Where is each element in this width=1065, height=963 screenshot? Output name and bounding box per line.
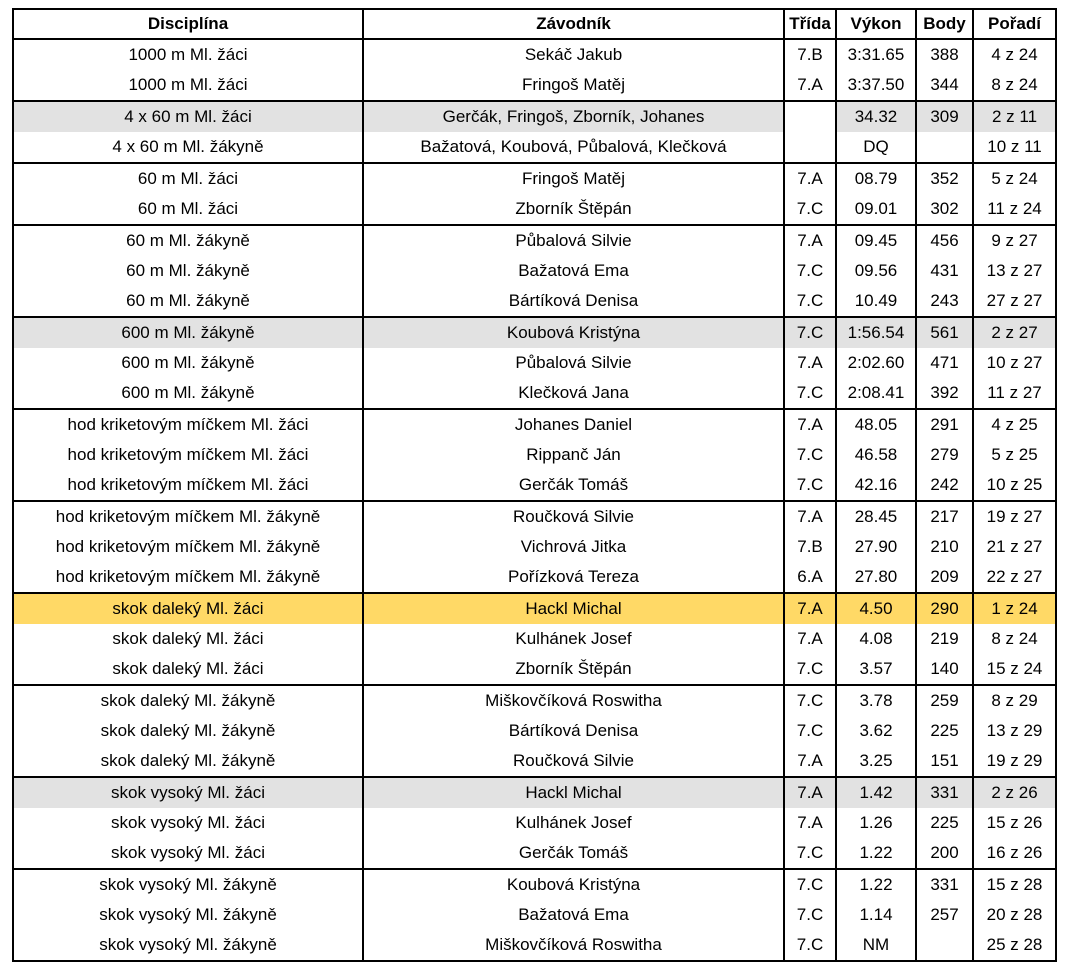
cell-points: 279 <box>916 440 973 470</box>
cell-performance: 42.16 <box>836 470 916 501</box>
cell-rank: 20 z 28 <box>973 900 1056 930</box>
cell-performance: 1:56.54 <box>836 317 916 348</box>
cell-rank: 2 z 26 <box>973 777 1056 808</box>
table-header <box>13 9 1056 39</box>
cell-points <box>916 930 973 961</box>
cell-performance: 1.22 <box>836 869 916 900</box>
cell-points: 456 <box>916 225 973 256</box>
cell-discipline: skok daleký Ml. žáci <box>13 593 363 624</box>
cell-performance: 3.57 <box>836 654 916 685</box>
cell-rank: 4 z 24 <box>973 39 1056 70</box>
cell-performance: 28.45 <box>836 501 916 532</box>
cell-discipline: skok daleký Ml. žákyně <box>13 746 363 777</box>
cell-class <box>784 132 836 163</box>
cell-discipline: hod kriketovým míčkem Ml. žáci <box>13 409 363 440</box>
cell-rank: 11 z 24 <box>973 194 1056 225</box>
cell-competitor: Bártíková Denisa <box>363 286 784 317</box>
cell-class: 7.B <box>784 39 836 70</box>
cell-discipline: 60 m Ml. žákyně <box>13 256 363 286</box>
cell-points: 140 <box>916 654 973 685</box>
cell-competitor: Bažatová, Koubová, Půbalová, Klečková <box>363 132 784 163</box>
cell-rank: 5 z 25 <box>973 440 1056 470</box>
table-row <box>13 593 1056 624</box>
cell-discipline: 60 m Ml. žáci <box>13 194 363 225</box>
cell-points: 471 <box>916 348 973 378</box>
cell-rank: 2 z 11 <box>973 101 1056 132</box>
cell-points: 344 <box>916 70 973 101</box>
table-row <box>13 532 1056 562</box>
cell-performance: 3.25 <box>836 746 916 777</box>
table-row <box>13 808 1056 838</box>
cell-discipline: 1000 m Ml. žáci <box>13 39 363 70</box>
cell-performance: 4.50 <box>836 593 916 624</box>
cell-performance: 08.79 <box>836 163 916 194</box>
cell-competitor: Bažatová Ema <box>363 256 784 286</box>
cell-competitor: Miškovčíková Roswitha <box>363 930 784 961</box>
header-competitor: Závodník <box>363 9 784 39</box>
cell-competitor: Roučková Silvie <box>363 746 784 777</box>
cell-rank: 21 z 27 <box>973 532 1056 562</box>
cell-class: 7.C <box>784 900 836 930</box>
cell-class: 7.A <box>784 501 836 532</box>
table-row <box>13 716 1056 746</box>
cell-competitor: Půbalová Silvie <box>363 225 784 256</box>
cell-discipline: hod kriketovým míčkem Ml. žákyně <box>13 501 363 532</box>
cell-points: 392 <box>916 378 973 409</box>
cell-class: 7.C <box>784 317 836 348</box>
cell-performance: DQ <box>836 132 916 163</box>
cell-competitor: Gerčák Tomáš <box>363 470 784 501</box>
cell-competitor: Zborník Štěpán <box>363 654 784 685</box>
cell-class: 7.C <box>784 470 836 501</box>
header-rank: Pořadí <box>973 9 1056 39</box>
cell-rank: 25 z 28 <box>973 930 1056 961</box>
cell-class: 7.A <box>784 409 836 440</box>
cell-rank: 5 z 24 <box>973 163 1056 194</box>
cell-points: 431 <box>916 256 973 286</box>
cell-points: 291 <box>916 409 973 440</box>
table-row <box>13 256 1056 286</box>
cell-class: 7.A <box>784 225 836 256</box>
cell-discipline: skok daleký Ml. žáci <box>13 624 363 654</box>
table-row <box>13 70 1056 101</box>
header-performance: Výkon <box>836 9 916 39</box>
cell-performance: 27.90 <box>836 532 916 562</box>
cell-rank: 13 z 29 <box>973 716 1056 746</box>
table-row <box>13 654 1056 685</box>
cell-points: 257 <box>916 900 973 930</box>
cell-points: 210 <box>916 532 973 562</box>
cell-points: 331 <box>916 777 973 808</box>
cell-points: 302 <box>916 194 973 225</box>
cell-discipline: 4 x 60 m Ml. žákyně <box>13 132 363 163</box>
cell-discipline: skok daleký Ml. žákyně <box>13 716 363 746</box>
cell-discipline: hod kriketovým míčkem Ml. žákyně <box>13 562 363 593</box>
cell-rank: 10 z 11 <box>973 132 1056 163</box>
table-row <box>13 225 1056 256</box>
cell-points: 331 <box>916 869 973 900</box>
table-row <box>13 39 1056 70</box>
cell-discipline: hod kriketovým míčkem Ml. žáci <box>13 440 363 470</box>
cell-competitor: Fringoš Matěj <box>363 70 784 101</box>
cell-points: 200 <box>916 838 973 869</box>
cell-competitor: Pořízková Tereza <box>363 562 784 593</box>
cell-performance: 1.14 <box>836 900 916 930</box>
cell-discipline: 60 m Ml. žáci <box>13 163 363 194</box>
cell-rank: 15 z 26 <box>973 808 1056 838</box>
cell-performance: 1.26 <box>836 808 916 838</box>
table-row <box>13 777 1056 808</box>
table-row <box>13 378 1056 409</box>
cell-performance: 34.32 <box>836 101 916 132</box>
table-row <box>13 132 1056 163</box>
cell-rank: 19 z 29 <box>973 746 1056 777</box>
cell-class: 7.A <box>784 777 836 808</box>
cell-rank: 4 z 25 <box>973 409 1056 440</box>
cell-discipline: skok daleký Ml. žáci <box>13 654 363 685</box>
cell-rank: 15 z 28 <box>973 869 1056 900</box>
cell-discipline: 60 m Ml. žákyně <box>13 286 363 317</box>
header-discipline: Disciplína <box>13 9 363 39</box>
cell-rank: 11 z 27 <box>973 378 1056 409</box>
cell-class: 7.A <box>784 808 836 838</box>
cell-rank: 2 z 27 <box>973 317 1056 348</box>
table-row <box>13 624 1056 654</box>
table-row <box>13 440 1056 470</box>
cell-discipline: 1000 m Ml. žáci <box>13 70 363 101</box>
cell-performance: 46.58 <box>836 440 916 470</box>
cell-competitor: Miškovčíková Roswitha <box>363 685 784 716</box>
cell-performance: 4.08 <box>836 624 916 654</box>
cell-competitor: Roučková Silvie <box>363 501 784 532</box>
cell-class: 7.A <box>784 746 836 777</box>
cell-class: 7.A <box>784 624 836 654</box>
header-class: Třída <box>784 9 836 39</box>
cell-discipline: skok vysoký Ml. žákyně <box>13 869 363 900</box>
cell-class: 7.A <box>784 70 836 101</box>
cell-class <box>784 101 836 132</box>
cell-discipline: skok vysoký Ml. žáci <box>13 808 363 838</box>
cell-class: 7.A <box>784 593 836 624</box>
header-row <box>13 9 1056 39</box>
cell-points: 219 <box>916 624 973 654</box>
results-table <box>12 8 1057 962</box>
cell-competitor: Vichrová Jitka <box>363 532 784 562</box>
cell-rank: 10 z 27 <box>973 348 1056 378</box>
cell-points: 217 <box>916 501 973 532</box>
cell-class: 7.C <box>784 440 836 470</box>
cell-points: 242 <box>916 470 973 501</box>
table-row <box>13 317 1056 348</box>
table-row <box>13 101 1056 132</box>
cell-performance: 1.22 <box>836 838 916 869</box>
cell-performance: 10.49 <box>836 286 916 317</box>
table-row <box>13 348 1056 378</box>
cell-class: 7.B <box>784 532 836 562</box>
table-row <box>13 900 1056 930</box>
cell-performance: 2:02.60 <box>836 348 916 378</box>
cell-points: 352 <box>916 163 973 194</box>
cell-class: 7.C <box>784 838 836 869</box>
cell-class: 7.C <box>784 930 836 961</box>
cell-performance: 27.80 <box>836 562 916 593</box>
table-row <box>13 409 1056 440</box>
table-row <box>13 286 1056 317</box>
cell-competitor: Bártíková Denisa <box>363 716 784 746</box>
cell-rank: 8 z 24 <box>973 624 1056 654</box>
cell-performance: 3:31.65 <box>836 39 916 70</box>
cell-competitor: Kulhánek Josef <box>363 808 784 838</box>
cell-performance: 09.01 <box>836 194 916 225</box>
table-row <box>13 470 1056 501</box>
cell-performance: 09.56 <box>836 256 916 286</box>
cell-discipline: hod kriketovým míčkem Ml. žáci <box>13 470 363 501</box>
cell-discipline: hod kriketovým míčkem Ml. žákyně <box>13 532 363 562</box>
cell-discipline: 60 m Ml. žákyně <box>13 225 363 256</box>
cell-competitor: Sekáč Jakub <box>363 39 784 70</box>
cell-points: 290 <box>916 593 973 624</box>
cell-performance: 1.42 <box>836 777 916 808</box>
table-row <box>13 562 1056 593</box>
cell-rank: 1 z 24 <box>973 593 1056 624</box>
table-row <box>13 501 1056 532</box>
cell-competitor: Koubová Kristýna <box>363 317 784 348</box>
cell-points <box>916 132 973 163</box>
table-row <box>13 685 1056 716</box>
table-row <box>13 163 1056 194</box>
cell-class: 6.A <box>784 562 836 593</box>
table-row <box>13 869 1056 900</box>
cell-class: 7.C <box>784 256 836 286</box>
cell-competitor: Gerčák Tomáš <box>363 838 784 869</box>
cell-class: 7.C <box>784 378 836 409</box>
cell-competitor: Koubová Kristýna <box>363 869 784 900</box>
cell-performance: 3.62 <box>836 716 916 746</box>
cell-rank: 27 z 27 <box>973 286 1056 317</box>
cell-competitor: Zborník Štěpán <box>363 194 784 225</box>
cell-rank: 19 z 27 <box>973 501 1056 532</box>
cell-points: 388 <box>916 39 973 70</box>
cell-points: 225 <box>916 808 973 838</box>
cell-rank: 10 z 25 <box>973 470 1056 501</box>
cell-competitor: Johanes Daniel <box>363 409 784 440</box>
cell-competitor: Hackl Michal <box>363 777 784 808</box>
cell-discipline: 600 m Ml. žákyně <box>13 348 363 378</box>
table-row <box>13 194 1056 225</box>
cell-points: 151 <box>916 746 973 777</box>
cell-competitor: Gerčák, Fringoš, Zborník, Johanes <box>363 101 784 132</box>
cell-rank: 15 z 24 <box>973 654 1056 685</box>
cell-competitor: Hackl Michal <box>363 593 784 624</box>
cell-performance: 09.45 <box>836 225 916 256</box>
cell-discipline: 4 x 60 m Ml. žáci <box>13 101 363 132</box>
cell-competitor: Půbalová Silvie <box>363 348 784 378</box>
cell-class: 7.C <box>784 286 836 317</box>
cell-points: 243 <box>916 286 973 317</box>
cell-points: 225 <box>916 716 973 746</box>
cell-competitor: Bažatová Ema <box>363 900 784 930</box>
cell-points: 209 <box>916 562 973 593</box>
cell-competitor: Rippanč Ján <box>363 440 784 470</box>
cell-points: 259 <box>916 685 973 716</box>
table-row <box>13 838 1056 869</box>
cell-performance: 48.05 <box>836 409 916 440</box>
cell-discipline: skok vysoký Ml. žáci <box>13 838 363 869</box>
cell-rank: 9 z 27 <box>973 225 1056 256</box>
cell-points: 561 <box>916 317 973 348</box>
cell-discipline: skok vysoký Ml. žáci <box>13 777 363 808</box>
cell-competitor: Klečková Jana <box>363 378 784 409</box>
cell-class: 7.C <box>784 716 836 746</box>
cell-class: 7.A <box>784 348 836 378</box>
cell-rank: 13 z 27 <box>973 256 1056 286</box>
cell-class: 7.C <box>784 869 836 900</box>
cell-rank: 8 z 24 <box>973 70 1056 101</box>
header-points: Body <box>916 9 973 39</box>
cell-competitor: Fringoš Matěj <box>363 163 784 194</box>
cell-performance: 3.78 <box>836 685 916 716</box>
cell-class: 7.A <box>784 163 836 194</box>
cell-class: 7.C <box>784 685 836 716</box>
cell-points: 309 <box>916 101 973 132</box>
cell-performance: 3:37.50 <box>836 70 916 101</box>
cell-rank: 8 z 29 <box>973 685 1056 716</box>
cell-performance: NM <box>836 930 916 961</box>
cell-competitor: Kulhánek Josef <box>363 624 784 654</box>
cell-class: 7.C <box>784 654 836 685</box>
cell-discipline: 600 m Ml. žákyně <box>13 317 363 348</box>
cell-rank: 22 z 27 <box>973 562 1056 593</box>
table-row <box>13 746 1056 777</box>
table-body <box>13 39 1056 961</box>
cell-discipline: skok daleký Ml. žákyně <box>13 685 363 716</box>
cell-discipline: skok vysoký Ml. žákyně <box>13 900 363 930</box>
cell-discipline: skok vysoký Ml. žákyně <box>13 930 363 961</box>
cell-rank: 16 z 26 <box>973 838 1056 869</box>
cell-class: 7.C <box>784 194 836 225</box>
table-row <box>13 930 1056 961</box>
cell-performance: 2:08.41 <box>836 378 916 409</box>
cell-discipline: 600 m Ml. žákyně <box>13 378 363 409</box>
